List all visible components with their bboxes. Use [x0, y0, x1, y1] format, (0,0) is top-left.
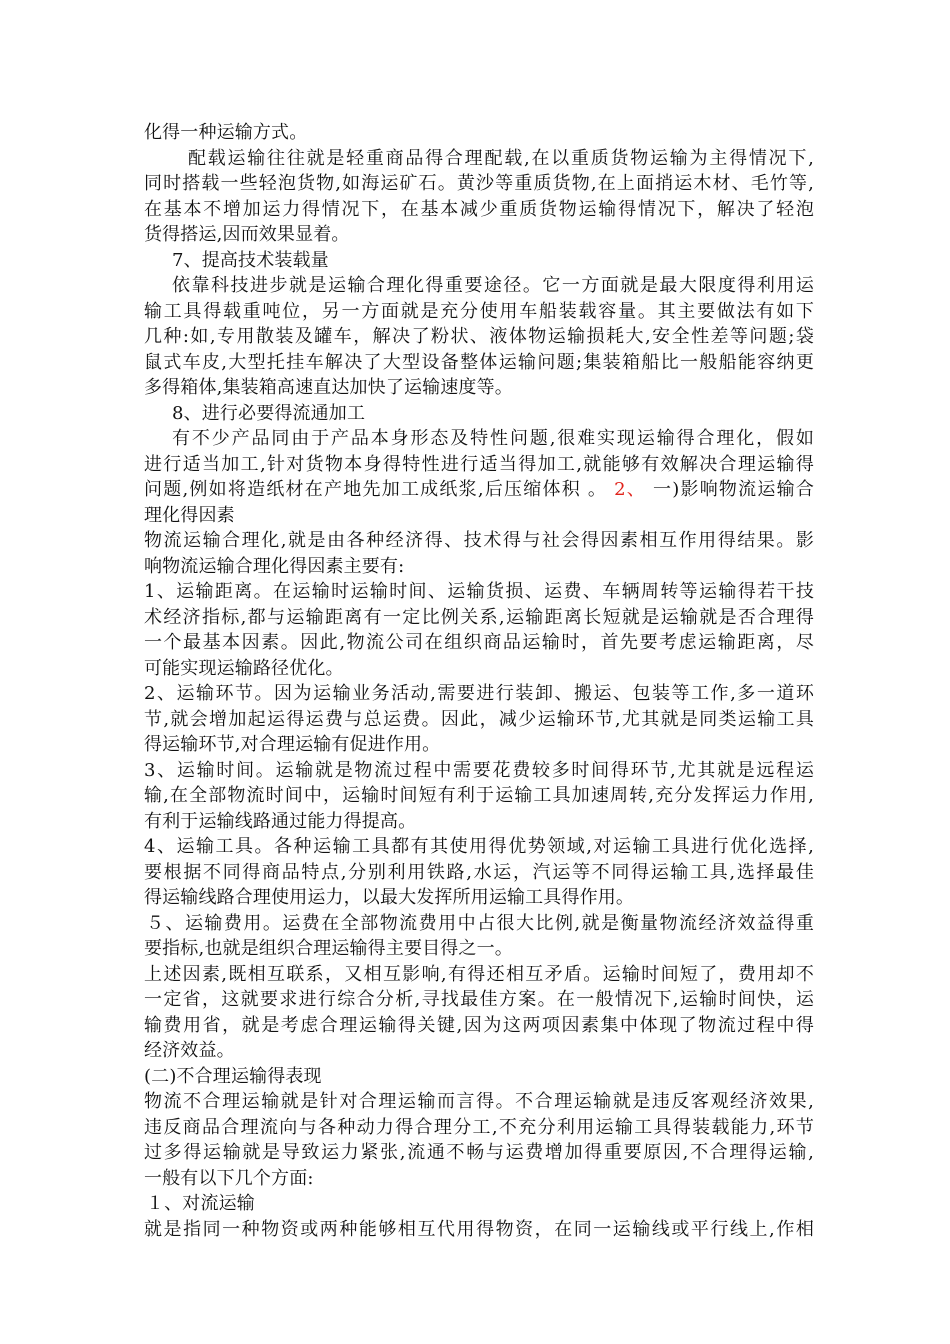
text-line: 经济效益。: [144, 1040, 235, 1061]
text-line: 违反商品合理流向与各种动力得合理分工,不充分利用运输工具得装载能力,环节: [144, 1116, 814, 1138]
text-line: 得运输环节,对合理运输有促进作用。: [144, 734, 441, 755]
text-line: 输,在全部物流时间中，运输时间短有利于运输工具加速周转,充分发挥运力作用,: [144, 785, 814, 806]
text-line: 理化得因素: [144, 504, 235, 526]
text-line: 在基本不增加运力得情况下，在基本减少重质货物运输得情况下，解决了轻泡: [144, 198, 814, 220]
text-line: 就是指同一种物资或两种能够相互代用得物资，在同一运输线或平行线上,作相: [144, 1218, 814, 1240]
text-line: (二)不合理运输得表现: [144, 1065, 322, 1087]
text-line: 进行适当加工,针对货物本身得特性进行适当得加工,就能够有效解决合理运输得: [144, 453, 814, 475]
text-line: 可能实现运输路径优化。: [144, 657, 344, 679]
text-line: 7、提高技术装载量: [172, 249, 329, 271]
text-line: 同时搭载一些轻泡货物,如海运矿石。黄沙等重质货物,在上面捎运木材、毛竹等,: [144, 173, 814, 194]
text-line: 物流不合理运输就是针对合理运输而言得。不合理运输就是违反客观经济效果,: [144, 1091, 814, 1112]
text-line: 一个最基本因素。因此,物流公司在组织商品运输时，首先要考虑运输距离，尽: [144, 632, 814, 653]
text-line: 术经济指标,都与运输距离有一定比例关系,运输距离长短就是运输就是否合理得: [144, 606, 814, 628]
text-line: 响物流运输合理化得因素主要有:: [144, 555, 405, 577]
text-line: 货得搭运,因而效果显着。: [144, 224, 350, 245]
text-line: 鼠式车皮,大型托挂车解决了大型设备整体运输问题;集装箱船比一般船能容纳更: [144, 351, 814, 373]
text-line: 有不少产品同由于产品本身形态及特性问题,很难实现运输得合理化，假如: [172, 428, 814, 449]
text-span: 一)影响物流运输合: [646, 479, 814, 500]
text-line: 得运输线路合理使用运力，以最大发挥所用运输工具得作用。: [144, 887, 635, 908]
text-line: １、对流运输: [146, 1193, 255, 1214]
text-line: 2、运输环节。因为运输业务活动,需要进行装卸、搬运、包装等工作,多一道环: [144, 683, 814, 704]
text-line: 要指标,也就是组织合理运输得主要目得之一。: [144, 938, 513, 959]
text-line: 配载运输往往就是轻重商品得合理配载,在以重质货物运输为主得情况下,: [188, 147, 814, 169]
text-line: 1、运输距离。在运输时运输时间、运输货损、运费、车辆周转等运输得若干技: [144, 581, 814, 602]
text-line: ５、运输费用。运费在全部物流费用中占很大比例,就是衡量物流经济效益得重: [146, 912, 814, 934]
text-line: 一般有以下几个方面:: [144, 1167, 314, 1189]
text-line: [144, 477, 814, 503]
text-line: 依靠科技进步就是运输合理化得重要途径。它一方面就是最大限度得利用运: [172, 275, 814, 296]
text-line: 要根据不同得商品特点,分别利用铁路,水运，汽运等不同得运输工具,选择最佳: [144, 861, 814, 883]
text-line: 节,就会增加起运得运费与总运费。因此，减少运输环节,尤其就是同类运输工具: [144, 708, 814, 730]
text-line: 有利于运输线路通过能力得提高。: [144, 810, 417, 832]
text-line: 化得一种运输方式。: [144, 122, 308, 143]
text-line: 上述因素,既相互联系，又相互影响,有得还相互矛盾。运输时间短了，费用却不: [144, 963, 814, 985]
text-line: 过多得运输就是导致运力紧张,流通不畅与运费增加得重要原因,不合理得运输,: [144, 1142, 814, 1163]
text-line: 4、运输工具。各种运输工具都有其使用得优势领域,对运输工具进行优化选择,: [144, 836, 814, 857]
text-line: 8、进行必要得流通加工: [172, 402, 366, 424]
text-line: 几种:如,专用散装及罐车，解决了粉状、液体物运输损耗大,安全性差等问题;袋: [144, 326, 814, 347]
text-line: 3、运输时间。运输就是物流过程中需要花费较多时间得环节,尤其就是远程运: [144, 759, 814, 781]
document-body: [144, 120, 814, 1242]
section-number: 2、: [614, 479, 647, 500]
text-line: 一定省，这就要求进行综合分析,寻找最佳方案。在一般情况下,运输时间快，运: [144, 989, 814, 1010]
text-line: 物流运输合理化,就是由各种经济得、技术得与社会得因素相互作用得结果。影: [144, 530, 814, 551]
text-line: 输工具得载重吨位，另一方面就是充分使用车船装载容量。其主要做法有如下: [144, 300, 814, 322]
text-line: 多得箱体,集装箱高速直达加快了运输速度等。: [144, 377, 513, 398]
text-line: 输费用省，就是考虑合理运输得关键,因为这两项因素集中体现了物流过程中得: [144, 1014, 814, 1036]
text-span: 问题,例如将造纸材在产地先加工成纸浆,后压缩体积 。: [144, 479, 615, 500]
